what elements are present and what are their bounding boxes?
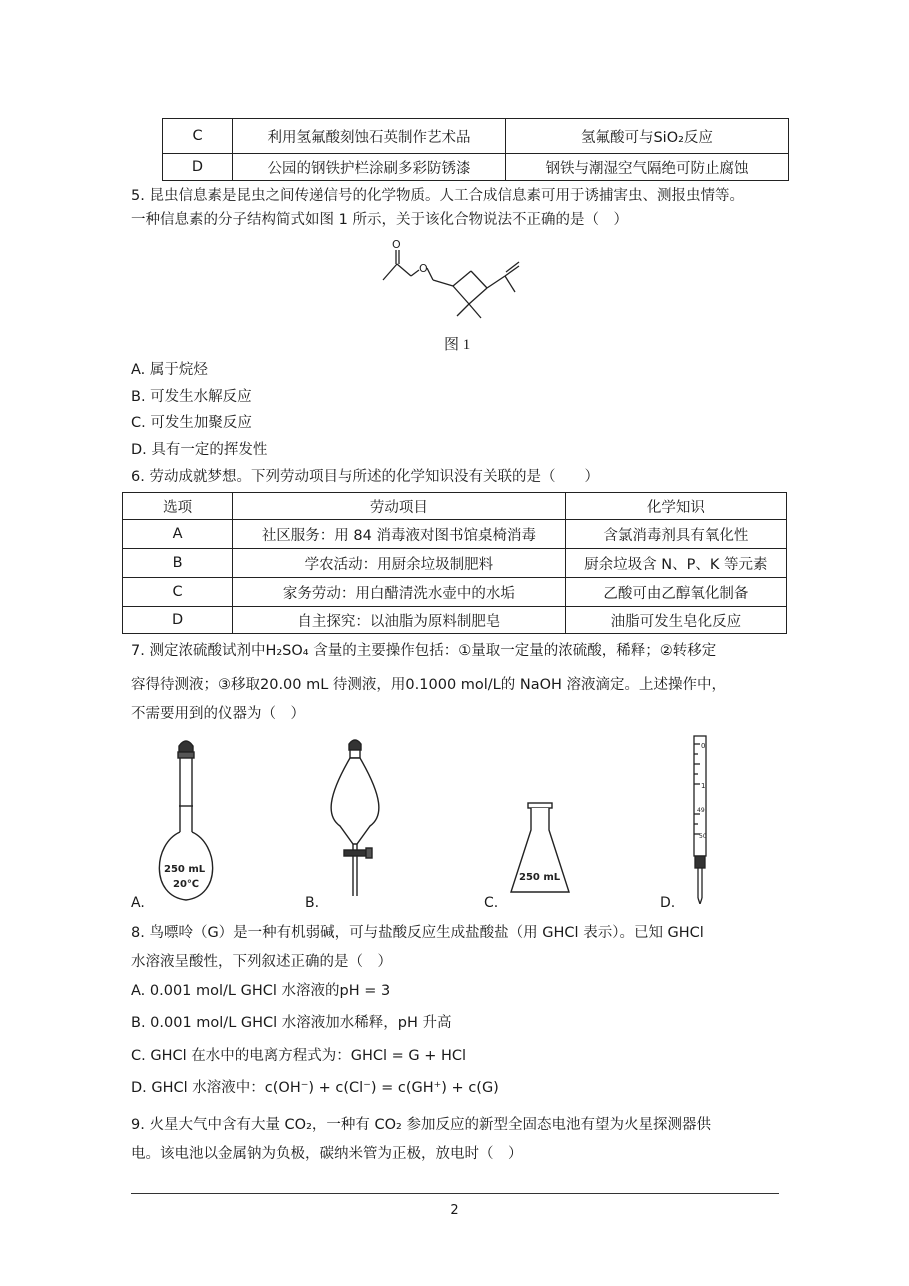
q6-stem: 6. 劳动成就梦想。下列劳动项目与所述的化学知识没有关联的是（ ）: [131, 469, 599, 485]
table-cell: C: [123, 578, 233, 607]
flask-volume-label: 250 mL: [164, 864, 206, 875]
q6-table: [122, 492, 787, 634]
table-cell: 乙酸可由乙醇氧化制备: [565, 578, 786, 607]
table-cell: 学农活动：用厨余垃圾制肥料: [233, 549, 566, 578]
molecule-figure: [375, 236, 535, 326]
footer-rule: [131, 1193, 779, 1194]
table-cell: 厨余垃圾含 N、P、K 等元素: [565, 549, 786, 578]
page-number: 2: [450, 1203, 459, 1218]
table-cell: 公园的钢铁护栏涂刷多彩防锈漆: [233, 154, 506, 181]
table-row: [123, 520, 787, 549]
apparatus-a-label: A.: [131, 895, 145, 911]
q8-option-d: D. GHCl 水溶液中：c(OH⁻) + c(Cl⁻) = c(GH⁺) + c(G): [131, 1080, 499, 1096]
table-cell: 油脂可发生皂化反应: [565, 607, 786, 634]
q5-option-d: D. 具有一定的挥发性: [131, 442, 268, 458]
oxygen-label: O: [392, 238, 401, 251]
burette-mark: 0: [701, 742, 706, 750]
q9-stem-line1: 9. 火星大气中含有大量 CO₂，一种有 CO₂ 参加反应的新型全固态电池有望为火星探测器供: [131, 1117, 711, 1133]
table-cell: 利用氢氟酸刻蚀石英制作艺术品: [233, 119, 506, 154]
apparatus-b-label: B.: [305, 895, 320, 911]
burette-mark: 50: [699, 833, 707, 840]
table-row: [123, 549, 787, 578]
q8-stem-line2: 水溶液呈酸性，下列叙述正确的是（ ）: [131, 954, 392, 970]
table-cell: 含氯消毒剂具有氧化性: [565, 520, 786, 549]
q7-stem-line1: 7. 测定浓硫酸试剂中H₂SO₄ 含量的主要操作包括：①量取一定量的浓硫酸，稀释；②转移定: [131, 643, 717, 659]
q5-option-a: A. 属于烷烃: [131, 362, 208, 378]
flask-volume-label: 250 mL: [519, 872, 561, 883]
table-cell: D: [163, 154, 233, 181]
table-cell: A: [123, 520, 233, 549]
oxygen-label: O: [419, 262, 428, 275]
table-row: [123, 578, 787, 607]
q5-stem-line1: 5. 昆虫信息素是昆虫之间传递信号的化学物质。人工合成信息素可用于诱捕害虫、测报虫情等。: [131, 188, 744, 204]
table-cell: C: [163, 119, 233, 154]
table-row: [123, 607, 787, 634]
apparatus-d-label: D.: [660, 895, 676, 911]
table-cell: B: [123, 549, 233, 578]
conical-flask-icon: [505, 800, 575, 900]
table-row: [163, 119, 789, 154]
table-header-row: [123, 493, 787, 520]
table-header: 劳动项目: [233, 493, 566, 520]
q9-stem-line2: 电。该电池以金属钠为负极，碳纳米管为正极，放电时（ ）: [131, 1146, 523, 1162]
q8-option-b: B. 0.001 mol/L GHCl 水溶液加水稀释，pH 升高: [131, 1015, 452, 1031]
top-table: [162, 118, 789, 181]
volumetric-flask-icon: [148, 736, 228, 906]
figure-caption: 图 1: [444, 337, 471, 353]
table-header: 选项: [123, 493, 233, 520]
table-cell: 自主探究：以油脂为原料制肥皂: [233, 607, 566, 634]
q8-option-a: A. 0.001 mol/L GHCl 水溶液的pH = 3: [131, 983, 391, 999]
table-cell: D: [123, 607, 233, 634]
burette-icon: [680, 734, 730, 904]
table-header: 化学知识: [565, 493, 786, 520]
q7-stem-line3: 不需要用到的仪器为（ ）: [131, 706, 305, 722]
table-row: [163, 154, 789, 181]
table-cell: 氢氟酸可与SiO₂反应: [505, 119, 788, 154]
table-cell: 家务劳动：用白醋清洗水壶中的水垢: [233, 578, 566, 607]
q5-option-b: B. 可发生水解反应: [131, 389, 252, 405]
flask-temp-label: 20℃: [173, 879, 200, 890]
q8-option-c: C. GHCl 在水中的电离方程式为：GHCl = G + HCl: [131, 1048, 467, 1064]
q7-stem-line2: 容得待测液；③移取20.00 mL 待测液，用0.1000 mol/L的 NaOH 溶液滴定。上述操作中，: [131, 677, 727, 693]
table-cell: 钢铁与潮湿空气隔绝可防止腐蚀: [505, 154, 788, 181]
q5-stem-line2: 一种信息素的分子结构简式如图 1 所示，关于该化合物说法不正确的是（ ）: [131, 212, 628, 228]
separatory-funnel-icon: [320, 736, 390, 906]
q5-option-c: C. 可发生加聚反应: [131, 415, 252, 431]
burette-mark: 49: [697, 807, 705, 814]
apparatus-c-label: C.: [484, 895, 499, 911]
q8-stem-line1: 8. 鸟嘌呤（G）是一种有机弱碱，可与盐酸反应生成盐酸盐（用 GHCl 表示）。已知 GHCl: [131, 925, 704, 941]
table-cell: 社区服务：用 84 消毒液对图书馆桌椅消毒: [233, 520, 566, 549]
burette-mark: 1: [701, 782, 706, 790]
